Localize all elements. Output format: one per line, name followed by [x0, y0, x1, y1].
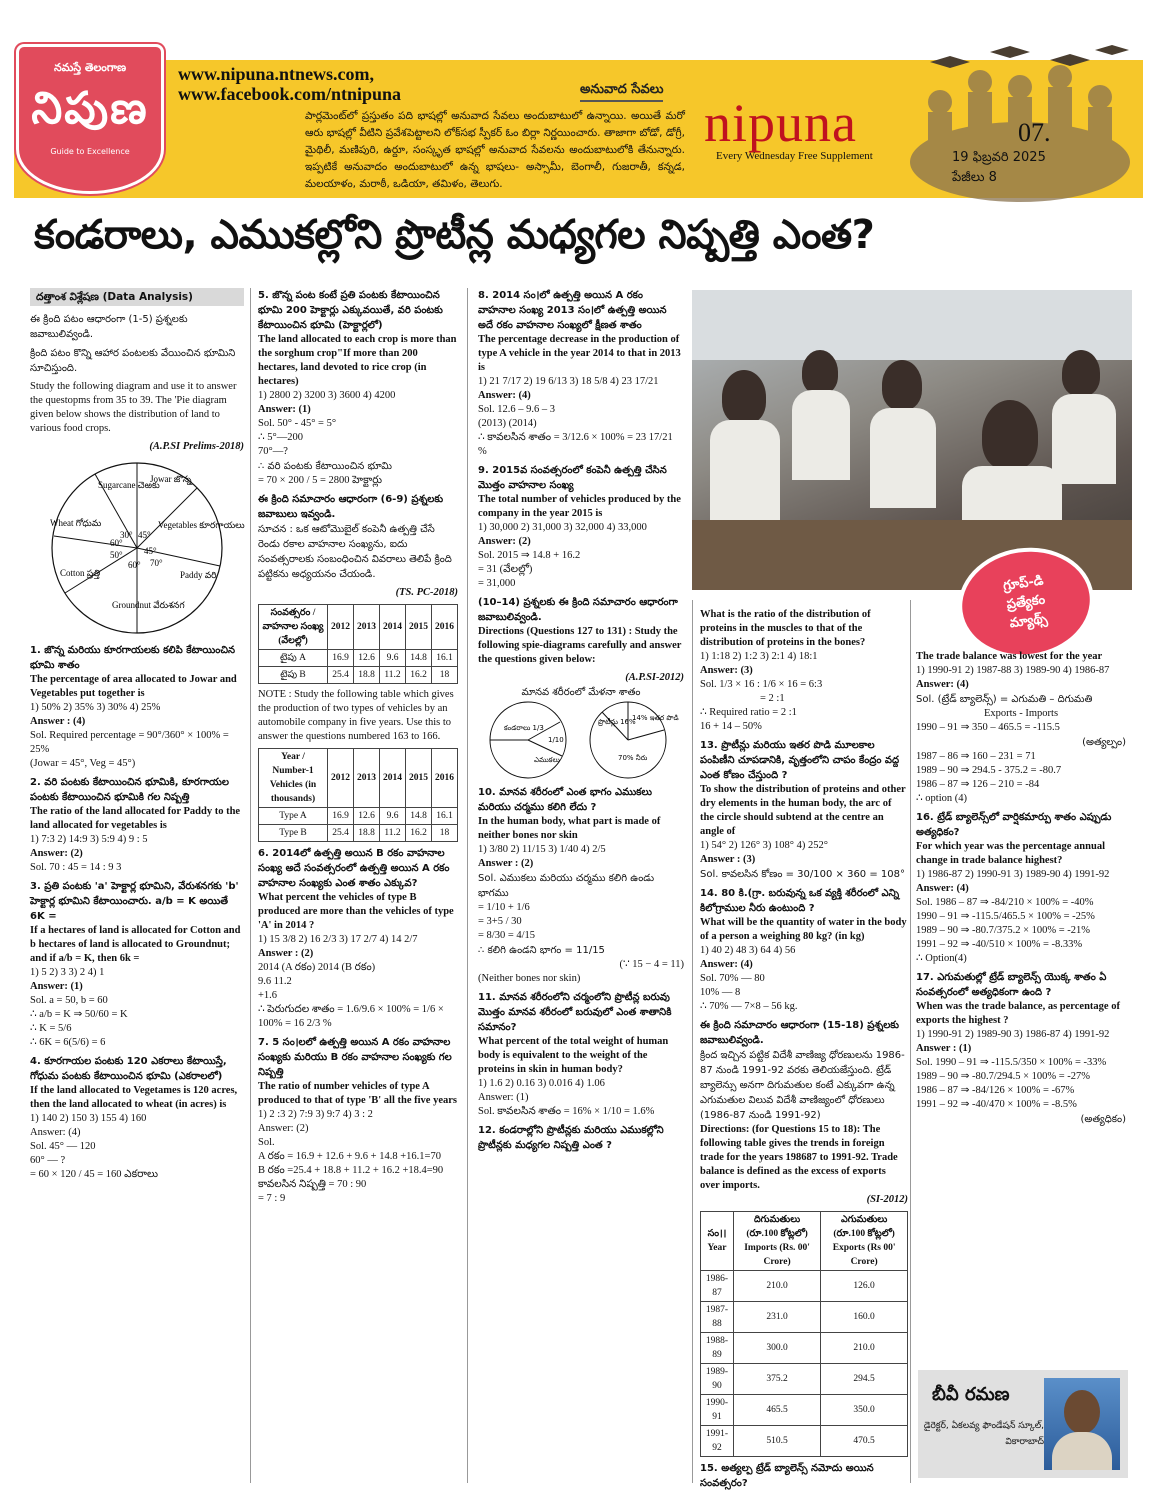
pie-label: ప్రొటీన్లు 16%: [598, 718, 636, 726]
table-cell: 350.0: [821, 1395, 908, 1426]
question-15-solution-6: 1989 – 90 ⇒ 294.5 - 375.2 = -80.7: [916, 765, 1062, 776]
question-11-english: What percent of the total weight of human body is equivalent to the weight of the proteins in skin in human body?: [478, 1036, 669, 1075]
intro-6-9-note: సూచన : ఒక ఆటోమొబైల్ కంపెనీ ఉత్పత్తి చేసే రెండు రకాల వాహనాల సంఖ్యను, ఐదు సంవత్సరాలకు సంబంధించిన వివరాలు తెలిపే క్రింది పట్టికను అధ్యయనం చేయండి.: [258, 524, 452, 580]
author-role-line-2: వికారాబాద్: [1005, 1437, 1044, 1447]
table-header: 2013: [354, 605, 380, 650]
logo-tagline: నమస్తే తెలంగాణ: [53, 61, 127, 74]
question-14-solution: Sol. 70% — 80: [700, 973, 765, 984]
table-cell: 25.4: [328, 667, 354, 684]
table-cell: 9.6: [380, 650, 406, 667]
source-note: (A.P.SI-2012): [625, 672, 684, 683]
pie-caption: మానవ శరీరంలో మేళనా శాతం: [521, 687, 641, 698]
question-8-solution-2: (2013) (2014): [478, 418, 537, 429]
intro-6-9: ఈ క్రింది సమాచారం ఆధారంగా (6-9) ప్రశ్నలకు జవాబులు ఇవ్వండి.: [258, 494, 444, 520]
question-13-answer: Answer : (3): [700, 854, 756, 865]
column-divider: [250, 288, 251, 1483]
table-header: 2013: [354, 749, 380, 808]
pie-label: Sugarcane చెఱకు: [98, 480, 160, 490]
question-15-solution-3: 1990 – 91 ⇒ 350 – 465.5 = -115.5: [916, 722, 1060, 733]
question-16-solution-3: 1989 – 90 ⇒ -80.7/375.2 × 100% = -21%: [916, 925, 1091, 936]
question-16-solution-4: 1991 – 92 ⇒ -40/510 × 100% = -8.33%: [916, 939, 1083, 950]
pie-angle: 70°: [150, 558, 163, 568]
pie-label: 1/10: [548, 736, 564, 744]
question-9-english: The total number of vehicles produced by the company in the year 2015 is: [478, 494, 681, 519]
question-8-solution: Sol. 12.6 – 9.6 – 3: [478, 404, 556, 415]
question-6-answer: Answer : (2): [258, 948, 314, 959]
question-14-solution-3: ∴ 70% — 7×8 – 56 kg.: [700, 1001, 798, 1012]
question-10-solution-3: = 3+5 / 30: [478, 916, 522, 927]
notice-title: అనువాద సేవలు: [580, 82, 663, 102]
question-10-options: 1) 3/80 2) 11/15 3) 1/40 4) 2/5: [478, 844, 606, 855]
question-5-options: 1) 2800 2) 3200 3) 3600 4) 4200: [258, 390, 396, 401]
question-8-solution-3: ∴ కావలసిన శాతం = 3/12.6 × 100% = 23 17/21 %: [478, 432, 673, 457]
brand-subtitle: Every Wednesday Free Supplement: [716, 150, 873, 162]
author-name: బీవీ రమణ: [932, 1384, 1010, 1405]
question-15-answer: Answer: (4): [916, 679, 969, 690]
badge-line-1: గ్రూప్-డి: [1002, 573, 1045, 594]
question-9-solution-2: = 31 (వేలల్లో): [478, 564, 533, 575]
table-header: 2012: [328, 749, 354, 808]
question-15-solution-8: ∴ option (4): [916, 793, 968, 804]
question-10-solution-5: ∴ కలిగి ఉండని భాగం = 11/15: [478, 945, 605, 956]
question-6-solution: 2014 (A రకం) 2014 (B రకం): [258, 962, 376, 973]
question-9-answer: Answer: (2): [478, 536, 531, 547]
question-12-answer: Answer: (3): [700, 665, 753, 676]
intro-telugu-2: క్రింది పటం కొన్ని ఆహార పంటలకు వేయించిన భూమిని సూచిస్తుంది.: [30, 348, 236, 374]
question-11-telugu: 11. మానవ శరీరంలోని చర్మంలోని ప్రొటీన్ల బరువు మొత్తం మానవ శరీరంలో బరువులో ఎంత శాతానికి సమానం?: [478, 992, 672, 1033]
table-header: 2015: [406, 749, 432, 808]
table-cell: 210.0: [821, 1333, 908, 1364]
question-4-answer: Answer: (4): [30, 1127, 81, 1138]
graduates-illustration: [900, 42, 1140, 192]
facebook-link[interactable]: www.facebook.com/ntnipuna: [178, 84, 402, 104]
question-2-solution: Sol. 70 : 45 = 14 : 9 3: [30, 862, 122, 873]
table-cell: Type B: [259, 825, 328, 842]
table-cell: 465.5: [733, 1395, 820, 1426]
column-divider: [692, 600, 693, 1483]
column-3: [478, 288, 684, 1483]
intro-telugu: ఈ క్రింది పటం ఆధారంగా (1-5) ప్రశ్నలకు జవాబులివ్వండి.: [30, 314, 188, 340]
question-16-solution-2: 1990 – 91 ⇒ -115.5/465.5 × 100% = -25%: [916, 911, 1095, 922]
table-cell: 18.8: [354, 825, 380, 842]
table-cell: టైపు A: [259, 650, 328, 667]
table-header: ఎగుమతులు (రూ.100 కోట్లలో) Exports (Rs 00' Crore): [821, 1212, 908, 1271]
pie-label: Jowar జొన్న: [150, 474, 192, 484]
issue-date: 19 ఫిబ్రవరి 2025: [952, 150, 1046, 165]
section-heading: దత్తాంశ విశ్లేషణ (Data Analysis): [30, 288, 244, 306]
intro-15-18-telugu: క్రింద ఇచ్చిన పట్టిక విదేశీ వాణిజ్య ధోరణులను 1986-87 నుండి 1991-92 వరకు తెలియజేస్తుంది. ట్రేడ్ బ్యాలెన్సు అనగా దిగుమతుల కంటే ఎక్కువగా ఉన్న ఎగుమతుల విలువ విదేశీ వాణిజ్యంలో ధోరణులు (1986-87 నుండి 1991-92): [700, 1050, 905, 1121]
question-11-solution: Sol. కావలసిన శాతం = 16% × 1/10 = 1.6%: [478, 1106, 655, 1117]
question-16-solution: Sol. 1986 – 87 ⇒ -84/210 × 100% = -40%: [916, 897, 1094, 908]
question-5-english: The land allocated to each crop is more than the sorghum crop"If more than 200 hectares, land devoted to rice crop (in hectares): [258, 334, 457, 387]
badge-line-2: ప్రత్యేకం: [1005, 592, 1047, 613]
table-row: [701, 1426, 908, 1457]
intro-10-14: (10–14) ప్రశ్నలకు ఈ క్రింది సమాచారం ఆధారంగా జవాబులివ్వండి.: [478, 597, 678, 623]
table-cell: 14.8: [406, 808, 432, 825]
table-cell: 1988-89: [701, 1333, 734, 1364]
question-5-solution: Sol. 50° - 45° = 5°: [258, 418, 337, 429]
question-11-options: 1) 1.6 2) 0.16 3) 0.016 4) 1.06: [478, 1078, 605, 1089]
question-10-solution-6: (∵ 15 − 4 = 11): [619, 959, 684, 970]
table-cell: 25.4: [328, 825, 354, 842]
question-8-answer: Answer: (4): [478, 390, 531, 401]
question-7-english: The ratio of number vehicles of type A produced to that of type 'B' all the five years: [258, 1081, 457, 1106]
question-1-answer: Answer : (4): [30, 716, 86, 727]
pie-label: Cotton ప్రత్తి: [60, 568, 101, 578]
question-12-solution: Sol. 1/3 × 16 : 1/6 × 16 = 6:3: [700, 679, 823, 690]
question-7-telugu: 7. 5 సం।లలో ఉత్పత్తి అయిన A రకం వాహనాల సంఖ్యకు మరియు B రకం వాహనాల సంఖ్యకు గల నిష్పత్తి: [258, 1037, 452, 1078]
question-6-solution-2: 9.6 11.2: [258, 976, 292, 987]
pie-angle: 30°: [120, 530, 133, 540]
table-header: 2016: [432, 605, 458, 650]
intro-english: Study the following diagram and use it to answer the questopms from 35 to 39. The 'Pie diagram given below shows the distribution of land to various food crops.: [30, 381, 237, 434]
body-composition-pies: [478, 700, 684, 780]
question-16-options: 1) 1986-87 2) 1990-91 3) 1989-90 4) 1991-92: [916, 869, 1110, 880]
table-cell: 12.6: [354, 650, 380, 667]
table-cell: 210.0: [733, 1271, 820, 1302]
question-2-answer: Answer: (2): [30, 848, 83, 859]
header-urls: [178, 64, 401, 104]
question-3-telugu: 3. ప్రతి పంటకు 'a' హెక్టార్ల భూమిని, వేరుశనగకు 'b' హెక్టార్ల భూమిని కేటాయించారు. a/b = K అయితే 6K =: [30, 881, 239, 922]
intro-15-18-english: Directions: (for Questions 15 to 18): The following table gives the trends in foreign trade for the years 198687 to 1991-92. Trade balance is defined as the excess of exports over imports.: [700, 1124, 898, 1191]
question-13-solution: Sol. కావలసిన కోణం = 30/100 × 360 = 108°: [700, 869, 905, 880]
table-cell: 1991-92: [701, 1426, 734, 1457]
question-12-solution-3: ∴ Required ratio = 2 :1: [700, 707, 797, 718]
question-8-options: 1) 21 7/17 2) 19 6/13 3) 18 5/8 4) 23 17/21: [478, 376, 659, 387]
table-cell: 1986-87: [701, 1271, 734, 1302]
table-header: 2014: [380, 605, 406, 650]
question-3-options: 1) 5 2) 3 3) 2 4) 1: [30, 967, 105, 978]
question-7-solution-3: B రకం =25.4 + 18.8 + 11.2 + 16.2 +18.4=90: [258, 1165, 444, 1176]
notice-text: పార్లమెంట్‌లో ప్రస్తుతం పది భాషల్లో అనువాద సేవలు అందుబాటులో ఉన్నాయి. అయితే మరో ఆరు భాషల్లో వీటిని ప్రవేశపెట్టాలని లోక్‌సభ స్పీకర్ ఓం బిర్లా నిర్ణయించారు. తాజాగా బోడో, డోగ్రీ, మైథిలీ, మణిపురి, ఉర్దూ, సంస్కృత భాషల్లో అనువాద సేవలను అందుబాటులోకి తేనున్నారు. ఇప్పటికే అనువాదం అందుబాటులో ఉన్న భాషలు- అస్సామీ, బెంగాలీ, గుజరాతీ, కన్నడ, మలయాళం, మరాఠీ, ఒడియా, తమిళం, తెలుగు.: [305, 110, 685, 190]
vehicle-table-english: [258, 748, 458, 842]
source-note: (TS. PC-2018): [395, 587, 458, 598]
question-1-solution: Sol. Required percentage = 90°/360° × 100% = 25%: [30, 730, 229, 755]
question-12-solution-2: = 2 :1: [760, 693, 785, 704]
question-14-answer: Answer: (4): [700, 959, 753, 970]
question-9-solution: Sol. 2015 ⇒ 14.8 + 16.2: [478, 550, 581, 561]
question-12-telugu: 12. కండరాల్లోని ప్రొటీన్లకు మరియు ఎముకల్లోని ప్రొటీన్లకు మధ్యగల నిష్పత్తి ఎంత ?: [478, 1125, 664, 1151]
question-10-answer: Answer : (2): [478, 858, 534, 869]
table-cell: 231.0: [733, 1302, 820, 1333]
question-17-options: 1) 1990-91 2) 1989-90 3) 1986-87 4) 1991-92: [916, 1029, 1110, 1040]
issue-pages: పేజీలు 8: [952, 170, 997, 185]
question-7-answer: Answer: (2): [258, 1123, 309, 1134]
question-15-english: The trade balance was lowest for the year: [916, 651, 1103, 662]
question-17-solution-4: 1991 – 92 ⇒ -40/470 × 100% = -8.5%: [916, 1099, 1077, 1110]
table-header: 2016: [432, 749, 458, 808]
question-7-solution-5: = 7 : 9: [258, 1193, 286, 1204]
table-cell: 9.6: [380, 808, 406, 825]
crop-pie-diagram: [30, 458, 244, 638]
question-10-english: In the human body, what part is made of neither bones nor skin: [478, 816, 661, 841]
table-row: [259, 808, 458, 825]
pie-label: Paddy వరి: [180, 570, 217, 580]
question-6-telugu: 6. 2014లో ఉత్పత్తి అయిన B రకం వాహనాల సంఖ్య అదే సంవత్సరంలో ఉత్పత్తి అయిన A రకం వాహనాల సంఖ్యకు ఎంత శాతం ఎక్కువ?: [258, 848, 450, 889]
question-6-options: 1) 15 3/8 2) 16 2/3 3) 17 2/7 4) 14 2/7: [258, 934, 418, 945]
pie-angle: 50°: [110, 550, 123, 560]
pie-label: Vegetables కూరగాయలు: [158, 520, 245, 530]
website-link[interactable]: www.nipuna.ntnews.com,: [178, 64, 375, 84]
question-4-solution-3: = 60 × 120 / 45 = 160 ఎకరాలు: [30, 1169, 159, 1180]
pie-label: Wheat గోధుమ: [50, 518, 102, 528]
question-3-solution-3: ∴ K = 5/6: [30, 1023, 72, 1034]
table-header: సంవత్సరం / వాహనాల సంఖ్య (వేలల్లో): [259, 605, 328, 650]
question-3-solution-2: ∴ a/b = K ⇒ 50/60 = K: [30, 1009, 128, 1020]
question-5-solution-5: = 70 × 200 / 5 = 2800 హెక్టార్లు: [258, 475, 383, 486]
pie-angle: 45°: [144, 546, 157, 556]
table-cell: 16.9: [328, 808, 354, 825]
table-header: దిగుమతులు (రూ.100 కోట్లలో) Imports (Rs. 00' Crore): [733, 1212, 820, 1271]
table-row: [701, 1302, 908, 1333]
question-17-english: When was the trade balance, as percentage of exports the highest ?: [916, 1001, 1120, 1026]
question-6-solution-3: +1.6: [258, 990, 278, 1001]
question-6-solution-4: ∴ పెరుగుదల శాతం = 1.6/9.6 × 100% = 1/6 × 100% = 16 2/3 %: [258, 1004, 444, 1029]
question-4-solution-2: 60° — ?: [30, 1155, 66, 1166]
table-cell: 11.2: [380, 667, 406, 684]
issue-number: 07.: [1018, 118, 1051, 147]
question-3-answer: Answer: (1): [30, 981, 83, 992]
table-header: సం।। Year: [701, 1212, 734, 1271]
question-16-solution-5: ∴ Option(4): [916, 953, 967, 964]
question-4-options: 1) 140 2) 150 3) 155 4) 160: [30, 1113, 147, 1124]
classroom-photo: [692, 290, 1132, 590]
table-cell: 16.9: [328, 650, 354, 667]
question-8-telugu: 8. 2014 సం।లో ఉత్పత్తి అయిన A రకం వాహనాల సంఖ్య 2013 సం।లో ఉత్పత్తి అయిన అదే రకం వాహనాల సంఖ్యలో క్షీణత శాతం: [478, 290, 667, 331]
table-cell: 375.2: [733, 1364, 820, 1395]
question-7-solution-2: A రకం = 16.9 + 12.6 + 9.6 + 14.8 +16.1=70: [258, 1151, 441, 1162]
question-13-english: To show the distribution of proteins and other dry elements in the human body, the arc of the circle should subtend at the centre an angle of: [700, 784, 906, 837]
author-role: [922, 1418, 1044, 1450]
column-divider: [910, 600, 911, 1483]
question-13-options: 1) 54° 2) 126° 3) 108° 4) 252°: [700, 840, 828, 851]
page-headline: కండరాలు, ఎముకల్లోని ప్రొటీన్ల మధ్యగల నిష్పత్తి ఎంత?: [34, 212, 875, 258]
question-15-solution-4: (అత్యల్పం): [1082, 737, 1126, 748]
question-10-solution: Sol. ఎముకలు మరియు చర్మము కలిగి ఉండు భాగము: [478, 873, 655, 899]
table-cell: 300.0: [733, 1333, 820, 1364]
question-2-english: The ratio of the land allocated for Paddy to the land allocated for vegetables is: [30, 806, 241, 831]
table-cell: 14.8: [406, 650, 432, 667]
table-row: [259, 650, 458, 667]
table-cell: 16.2: [406, 667, 432, 684]
table-cell: 160.0: [821, 1302, 908, 1333]
question-14-options: 1) 40 2) 48 3) 64 4) 56: [700, 945, 796, 956]
question-10-solution-4: = 8/30 = 4/15: [478, 930, 536, 941]
question-7-options: 1) 2 :3 2) 7:9 3) 9:7 4) 3 : 2: [258, 1109, 373, 1120]
question-12-english: What is the ratio of the distribution of proteins in the muscles to that of the distribution of proteins in the bones?: [700, 609, 871, 648]
intro-15-18: ఈ క్రింది సమాచారం ఆధారంగా (15-18) ప్రశ్నలకు జవాబులివ్వండి.: [700, 1020, 899, 1046]
author-role-line-1: డైరెక్టర్, ఏకలవ్య ఫౌండేషన్ స్కూల్,: [923, 1421, 1044, 1431]
table-cell: 12.6: [354, 808, 380, 825]
author-box: [918, 1370, 1128, 1478]
question-17-solution-5: (అత్యధికం): [1080, 1114, 1126, 1125]
question-1-options: 1) 50% 2) 35% 3) 30% 4) 25%: [30, 702, 161, 713]
logo-word: నిపుణ: [31, 83, 149, 134]
column-1: [30, 288, 244, 1483]
column-2: [258, 288, 458, 1483]
pie-label: కండరాలు 1/3: [504, 724, 544, 732]
table-cell: టైపు B: [259, 667, 328, 684]
question-5-answer: Answer: (1): [258, 404, 311, 415]
question-16-telugu: 16. ట్రేడ్ బ్యాలెన్స్‌లో వార్షికమార్పు శాతం ఎప్పుడు అత్యధికం?: [916, 812, 1112, 838]
table-cell: 16.2: [406, 825, 432, 842]
question-2-options: 1) 7:3 2) 14:9 3) 5:9 4) 9 : 5: [30, 834, 148, 845]
intro-10-14-english: Directions (Questions 127 to 131) : Study the following spie-diagrams carefully and answer the questions given below:: [478, 626, 682, 665]
question-15-solution-5: 1987 – 86 ⇒ 160 – 231 = 71: [916, 751, 1036, 762]
question-15-telugu: 15. అత్యల్ప ట్రేడ్ బ్యాలెన్స్ నమోదు అయిన సంవత్సరం?: [700, 1463, 874, 1489]
question-17-solution: Sol. 1990 – 91 ⇒ -115.5/350 × 100% = -33%: [916, 1057, 1107, 1068]
question-7-solution: Sol.: [258, 1137, 275, 1148]
question-10-telugu: 10. మానవ శరీరంలో ఎంత భాగం ఎముకలు మరియు చర్మము కలిగి లేదు ?: [478, 787, 652, 813]
question-4-telugu: 4. కూరగాయల పంటకు 120 ఎకరాలు కేటాయిస్తే, గోధుమ పంటకు కేటాయించిన భూమి (ఎకరాలలో): [30, 1056, 227, 1082]
table-cell: 11.2: [380, 825, 406, 842]
question-17-solution-2: 1989 – 90 ⇒ -80.7/294.5 × 100% = -27%: [916, 1071, 1091, 1082]
question-16-english: For which year was the percentage annual change in trade balance highest?: [916, 841, 1105, 866]
question-1-english: The percentage of area allocated to Jowar and Vegetables put together is: [30, 674, 237, 699]
source-note: (A.P.SI Prelims-2018): [149, 441, 244, 452]
question-12-options: 1) 1:18 2) 1:2 3) 2:1 4) 18:1: [700, 651, 818, 662]
question-5-solution-3: 70°—?: [258, 446, 288, 457]
question-11-answer: Answer: (1): [478, 1092, 529, 1103]
pie-label: Groundnut వేరుశనగ: [112, 600, 185, 610]
nipuna-logo: [16, 44, 164, 194]
question-5-solution-4: ∴ వరి పంటకు కేటాయించిన భూమి: [258, 461, 392, 472]
table-cell: Type A: [259, 808, 328, 825]
table-cell: 470.5: [821, 1426, 908, 1457]
question-4-solution: Sol. 45° — 120: [30, 1141, 96, 1152]
table-cell: 510.5: [733, 1426, 820, 1457]
question-3-solution-4: ∴ 6K = 6(5/6) = 6: [30, 1037, 106, 1048]
question-15-options: 1) 1990-91 2) 1987-88 3) 1989-90 4) 1986-87: [916, 665, 1110, 676]
table-row: [701, 1271, 908, 1302]
column-divider: [467, 288, 468, 1483]
column-4: [700, 608, 908, 1489]
pie-angle: 45°: [138, 530, 151, 540]
table-header: Year / Number-1 Vehicles (in thousands): [259, 749, 328, 808]
question-15-solution-2: Exports - Imports: [983, 708, 1059, 719]
question-8-english: The percentage decrease in the production of type A vehicle in the year 2014 to that in 2013 is: [478, 334, 681, 373]
question-9-solution-3: = 31,000: [478, 578, 516, 589]
question-13-telugu: 13. ప్రొటీన్లు మరియు ఇతర పొడి మూలకాల పంపిణీని చూపడానికి, వృత్తంలోని చాపం కేంద్రం వద్ద ఎంత కోణం చేస్తుంది ?: [700, 740, 900, 781]
table-cell: 16.1: [432, 650, 458, 667]
question-10-solution-7: (Neither bones nor skin): [478, 973, 581, 984]
question-14-telugu: 14. 80 కి.(గ్రా. బరువున్న ఒక వ్యక్తి శరీరంలో ఎన్ని కిలోగ్రాముల నీరు ఉంటుంది ?: [700, 888, 900, 914]
badge-line-3: మ్యాథ్స్: [1008, 611, 1049, 632]
table-row: [701, 1395, 908, 1426]
question-17-answer: Answer : (1): [916, 1043, 972, 1054]
table-cell: 1990-91: [701, 1395, 734, 1426]
table-cell: 18: [432, 667, 458, 684]
question-3-english: If a hectares of land is allocated for Cotton and b hectares of land is allocated to Groundnut; and if a/b = K, then 6k =: [30, 925, 241, 964]
question-14-solution-2: 10% — 8: [700, 987, 741, 998]
question-5-solution-2: ∴ 5°—200: [258, 432, 304, 443]
table-cell: 18: [432, 825, 458, 842]
question-1-note: (Jowar = 45°, Veg = 45°): [30, 758, 136, 769]
pie-angle: 60°: [128, 560, 141, 570]
brand-name: nipuna: [704, 93, 857, 153]
question-9-telugu: 9. 2015వ సంవత్సరంలో కంపెనీ ఉత్పత్తి చేసిన మొత్తం వాహనాల సంఖ్య: [478, 465, 667, 491]
pie-label: ఎముకలు: [534, 756, 560, 764]
table-cell: 18.8: [354, 667, 380, 684]
question-6-english: What percent the vehicles of type B produced are more than the vehicles of type 'A' in 2014 ?: [258, 892, 454, 931]
table-cell: 294.5: [821, 1364, 908, 1395]
table-header: 2012: [328, 605, 354, 650]
table-cell: 1987-88: [701, 1302, 734, 1333]
question-15-solution-7: 1986 – 87 ⇒ 126 – 210 = -84: [916, 779, 1040, 790]
table-row: [259, 825, 458, 842]
question-17-solution-3: 1986 – 87 ⇒ -84/126 × 100% = -67%: [916, 1085, 1075, 1096]
table-header: 2015: [406, 605, 432, 650]
trade-table: [700, 1211, 908, 1457]
question-5-telugu: 5. జొన్న పంట కంటే ప్రతి పంటకు కేటాయించిన భూమి 200 హెక్టార్లు ఎక్కువయితే, వరి పంటకు కేటాయించిన భూమి (హెక్టార్లలో): [258, 290, 443, 331]
pie-angle: 60°: [110, 538, 123, 548]
question-4-english: If the land allocated to Vegetames is 120 acres, then the land allocated to wheat (in acres) is: [30, 1085, 238, 1110]
column-5: [916, 650, 1126, 1370]
table-note: NOTE : Study the following table which gives the production of two types of vehicles by an automobile company in five years. Use this to answer the questions numbered 163 to 166.: [258, 689, 454, 742]
question-2-telugu: 2. వరి పంటకు కేటాయించిన భూమికి, కూరగాయల పంటకు కేటాయించిన భూమికి గల నిష్పత్తి: [30, 777, 230, 803]
table-row: [701, 1364, 908, 1395]
question-9-options: 1) 30,000 2) 31,000 3) 32,000 4) 33,000: [478, 522, 647, 533]
question-12-solution-4: 16 + 14 – 50%: [700, 721, 762, 732]
question-17-telugu: 17. ఎగుమతుల్లో ట్రేడ్ బ్యాలెన్స్ యొక్క శాతం ఏ సంవత్సరంలో అత్యధికంగా ఉంది ?: [916, 972, 1107, 998]
table-header: 2014: [380, 749, 406, 808]
question-15-solution: Sol. (ట్రేడ్ బ్యాలెన్స్) = ఎగుమతి – దిగుమతి: [916, 694, 1093, 705]
question-10-solution-2: = 1/10 + 1/6: [478, 902, 530, 913]
table-cell: 1989-90: [701, 1364, 734, 1395]
question-14-english: What will be the quantity of water in the body of a person a weighing 80 kg? (in kg): [700, 917, 907, 942]
logo-sub: Guide to Excellence: [50, 147, 130, 156]
table-row: [701, 1333, 908, 1364]
question-7-solution-4: కావలసిన నిష్పత్తి = 70 : 90: [258, 1179, 367, 1190]
question-3-solution: Sol. a = 50, b = 60: [30, 995, 108, 1006]
source-note: (SI-2012): [866, 1194, 908, 1205]
table-cell: 16.1: [432, 808, 458, 825]
author-photo: [1044, 1378, 1120, 1470]
pie-label: 14% ఇతర పొడి: [632, 714, 679, 722]
table-cell: 126.0: [821, 1271, 908, 1302]
pie-label: 70% నీరు: [618, 754, 648, 762]
table-row: [259, 667, 458, 684]
vehicle-table-telugu: [258, 604, 458, 684]
question-16-answer: Answer: (4): [916, 883, 969, 894]
question-1-telugu: 1. జొన్న మరియు కూరగాయలకు కలిపి కేటాయించిన భూమి శాతం: [30, 645, 235, 671]
